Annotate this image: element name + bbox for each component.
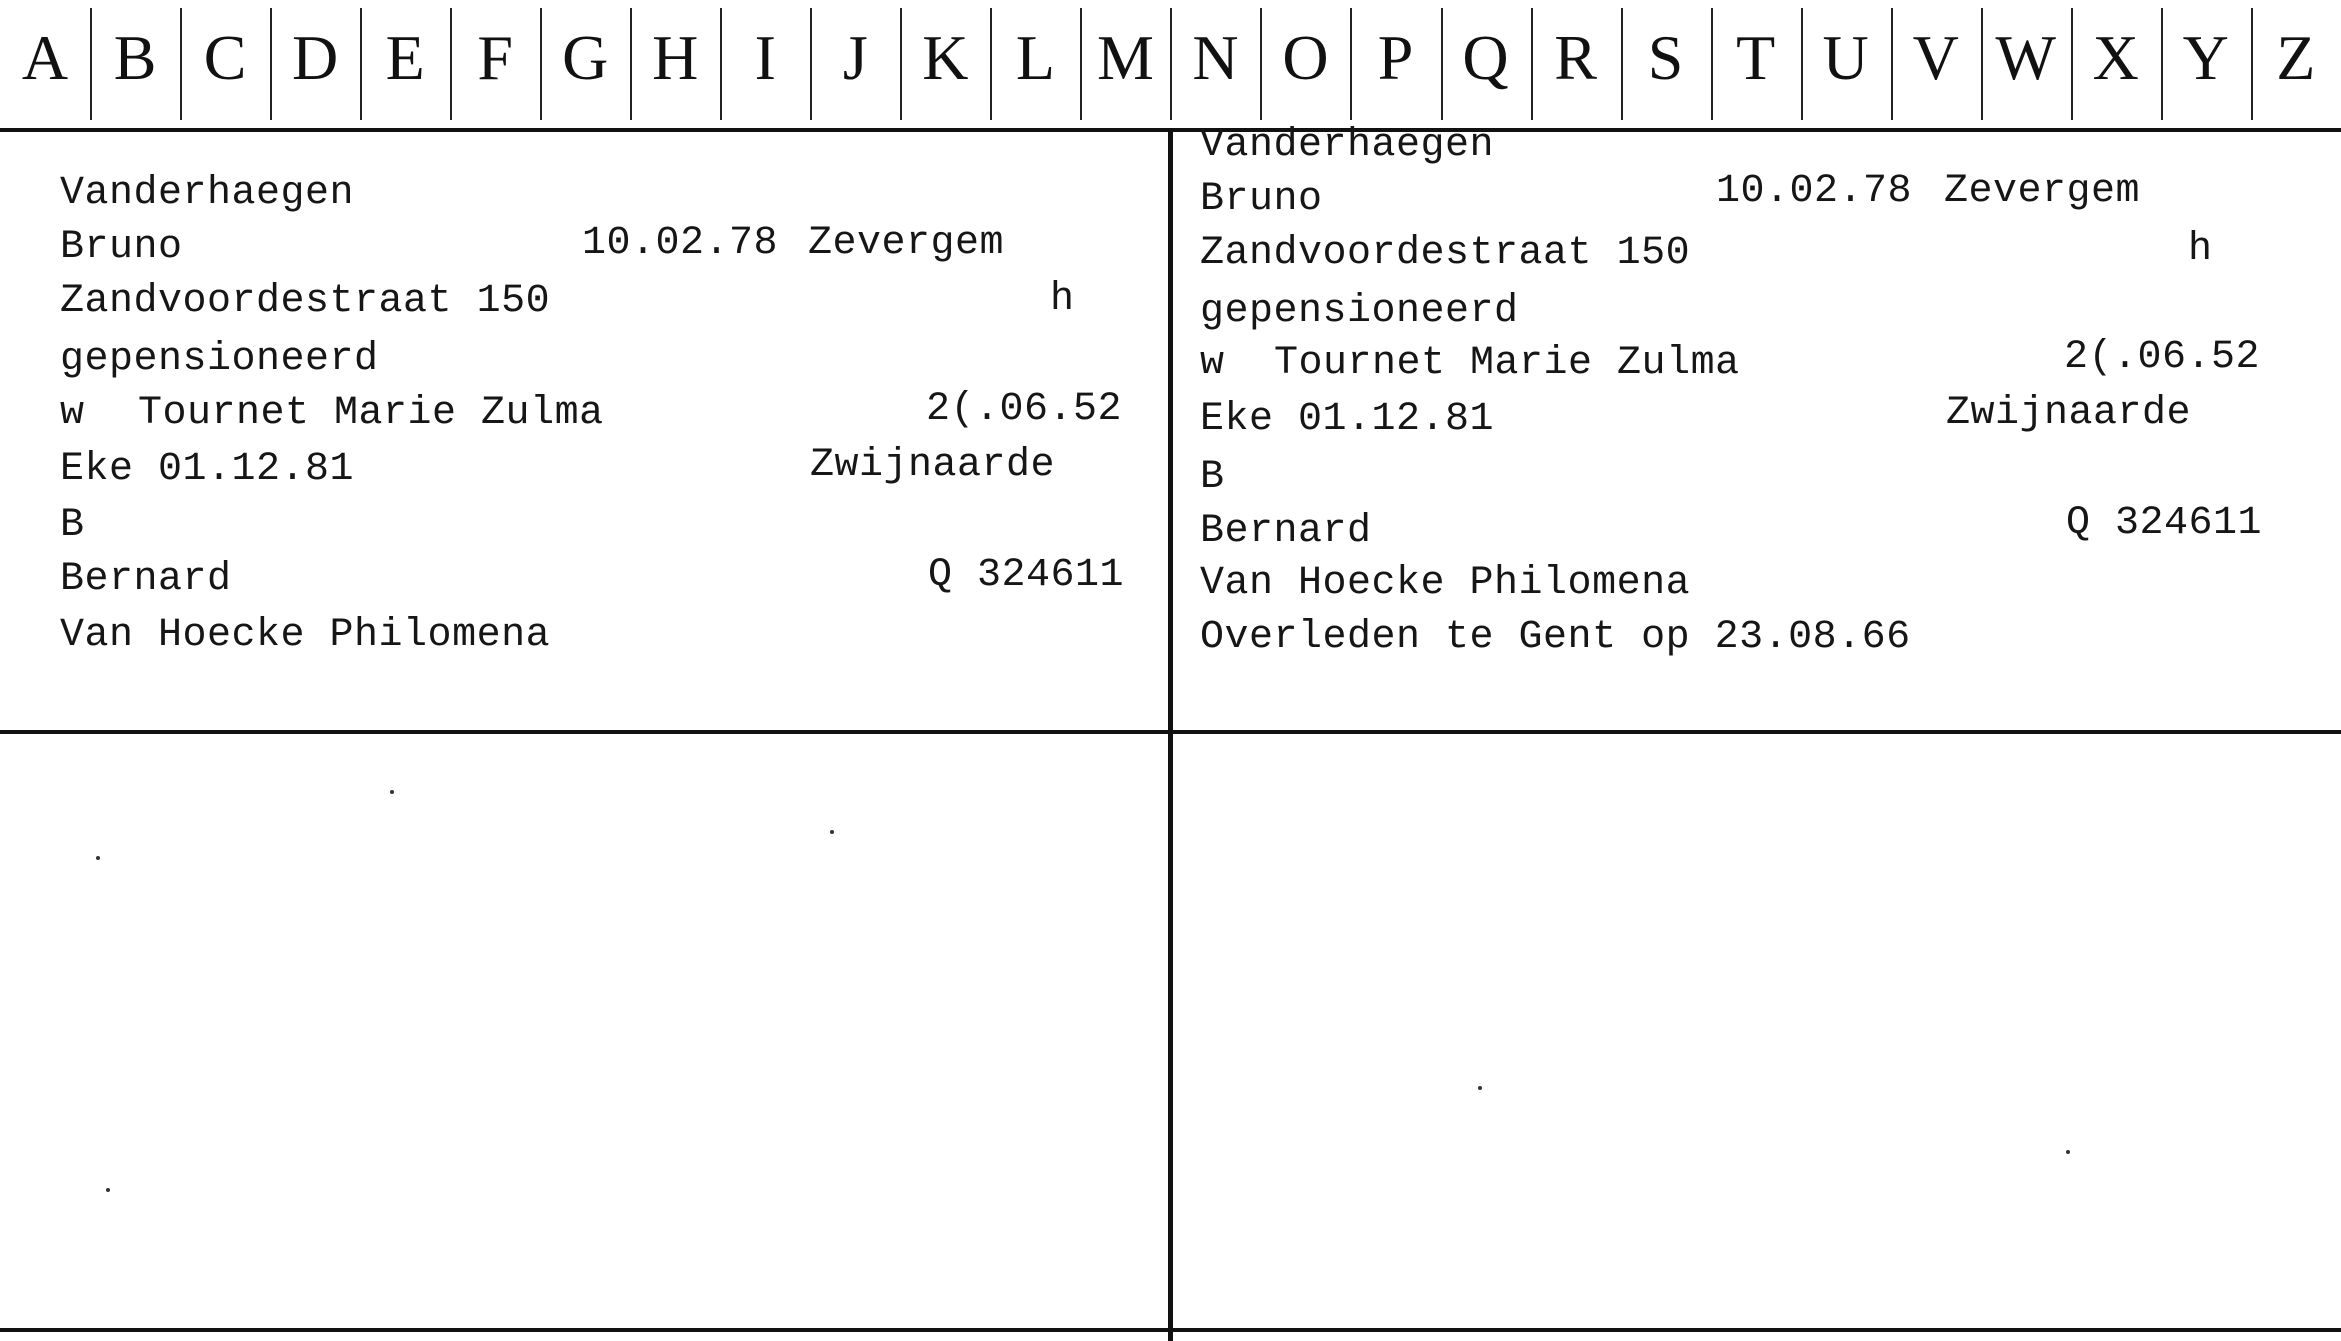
index-letter-r: R: [1531, 0, 1621, 128]
index-letter-n: N: [1170, 0, 1260, 128]
card-left-address: Zandvoordestraat 150: [60, 279, 551, 324]
card-right-death-note: Overleden te Gent op 23.08.66: [1200, 615, 1911, 660]
card-left-first-name: Bruno: [60, 225, 183, 270]
index-letter-t: T: [1711, 0, 1801, 128]
card-row-divider-right: [1173, 730, 2341, 734]
card-right-marriage-place: Zwijnaarde: [1946, 391, 2192, 436]
index-letter-e: E: [360, 0, 450, 128]
index-letter-w: W: [1981, 0, 2071, 128]
card-left-spouse-prefix: w: [60, 391, 85, 436]
index-letter-i: I: [720, 0, 810, 128]
card-left-mother: Van Hoecke Philomena: [60, 613, 551, 658]
index-letter-u: U: [1801, 0, 1891, 128]
card-right-father: Bernard: [1200, 509, 1372, 554]
index-letter-a: A: [21, 22, 69, 93]
alphabet-index-strip: [0, 0, 2341, 128]
card-right-mother: Van Hoecke Philomena: [1200, 561, 1691, 606]
scan-speck: [830, 830, 834, 834]
index-letter-x: X: [2071, 0, 2161, 128]
card-right-address: Zandvoordestraat 150: [1200, 231, 1691, 276]
index-letter-j: J: [810, 0, 900, 128]
card-right-code: B: [1200, 455, 1225, 500]
card-left-birth-place: Zevergem: [808, 221, 1005, 266]
card-left-ref: Q 324611: [928, 553, 1125, 598]
card-left-surname: Vanderhaegen: [60, 171, 355, 216]
index-letter-h: H: [630, 0, 720, 128]
card-right-birth-date: 10.02.78: [1716, 169, 1913, 214]
index-letter-d: D: [270, 0, 360, 128]
card-right-marriage: Eke 01.12.81: [1200, 397, 1495, 442]
index-letter-l: L: [990, 0, 1080, 128]
card-left-father: Bernard: [60, 557, 232, 602]
index-letter-q: Q: [1441, 0, 1531, 128]
index-letter-z: Z: [2251, 0, 2341, 128]
index-letter-p: P: [1350, 0, 1440, 128]
card-right-occupation: gepensioneerd: [1200, 289, 1519, 334]
card-left-marriage: Eke 01.12.81: [60, 447, 355, 492]
card-left-occupation: gepensioneerd: [60, 337, 379, 382]
card-left-code: B: [60, 503, 85, 548]
index-letter-b: B: [90, 0, 180, 128]
card-right-surname: Vanderhaegen: [1200, 123, 1495, 168]
card-left-spouse-date: 2(.06.52: [926, 387, 1123, 432]
card-column-divider: [1168, 128, 1173, 1341]
card-left-birth-date: 10.02.78: [582, 221, 779, 266]
card-right-ref: Q 324611: [2066, 501, 2263, 546]
index-letter-m: M: [1080, 0, 1170, 128]
card-right-spouse: Tournet Marie Zulma: [1274, 341, 1740, 386]
card-right-marker-h: h: [2188, 227, 2213, 272]
scan-speck: [2066, 1150, 2070, 1154]
scan-speck: [96, 856, 100, 860]
card-row-divider-left: [0, 730, 1168, 734]
index-letter-k: K: [900, 0, 990, 128]
scan-speck: [1478, 1086, 1482, 1090]
card-right-spouse-prefix: w: [1200, 341, 1225, 386]
card-right-spouse-date: 2(.06.52: [2064, 335, 2261, 380]
card-right-birth-place: Zevergem: [1944, 169, 2141, 214]
index-letter-o: O: [1260, 0, 1350, 128]
card-left-marker-h: h: [1050, 277, 1075, 322]
scan-speck: [390, 790, 394, 794]
scan-speck: [106, 1188, 110, 1192]
card-left-spouse: Tournet Marie Zulma: [138, 391, 604, 436]
index-letter-f: F: [450, 0, 540, 128]
card-right-first-name: Bruno: [1200, 177, 1323, 222]
index-letter-y: Y: [2161, 0, 2251, 128]
index-letter-g: G: [540, 0, 630, 128]
card-bottom-edge-left: [0, 1328, 1168, 1332]
card-bottom-edge-right: [1173, 1328, 2341, 1332]
index-letter-c: C: [180, 0, 270, 128]
index-letter-s: S: [1621, 0, 1711, 128]
index-letter-v: V: [1891, 0, 1981, 128]
card-left-marriage-place: Zwijnaarde: [810, 443, 1056, 488]
